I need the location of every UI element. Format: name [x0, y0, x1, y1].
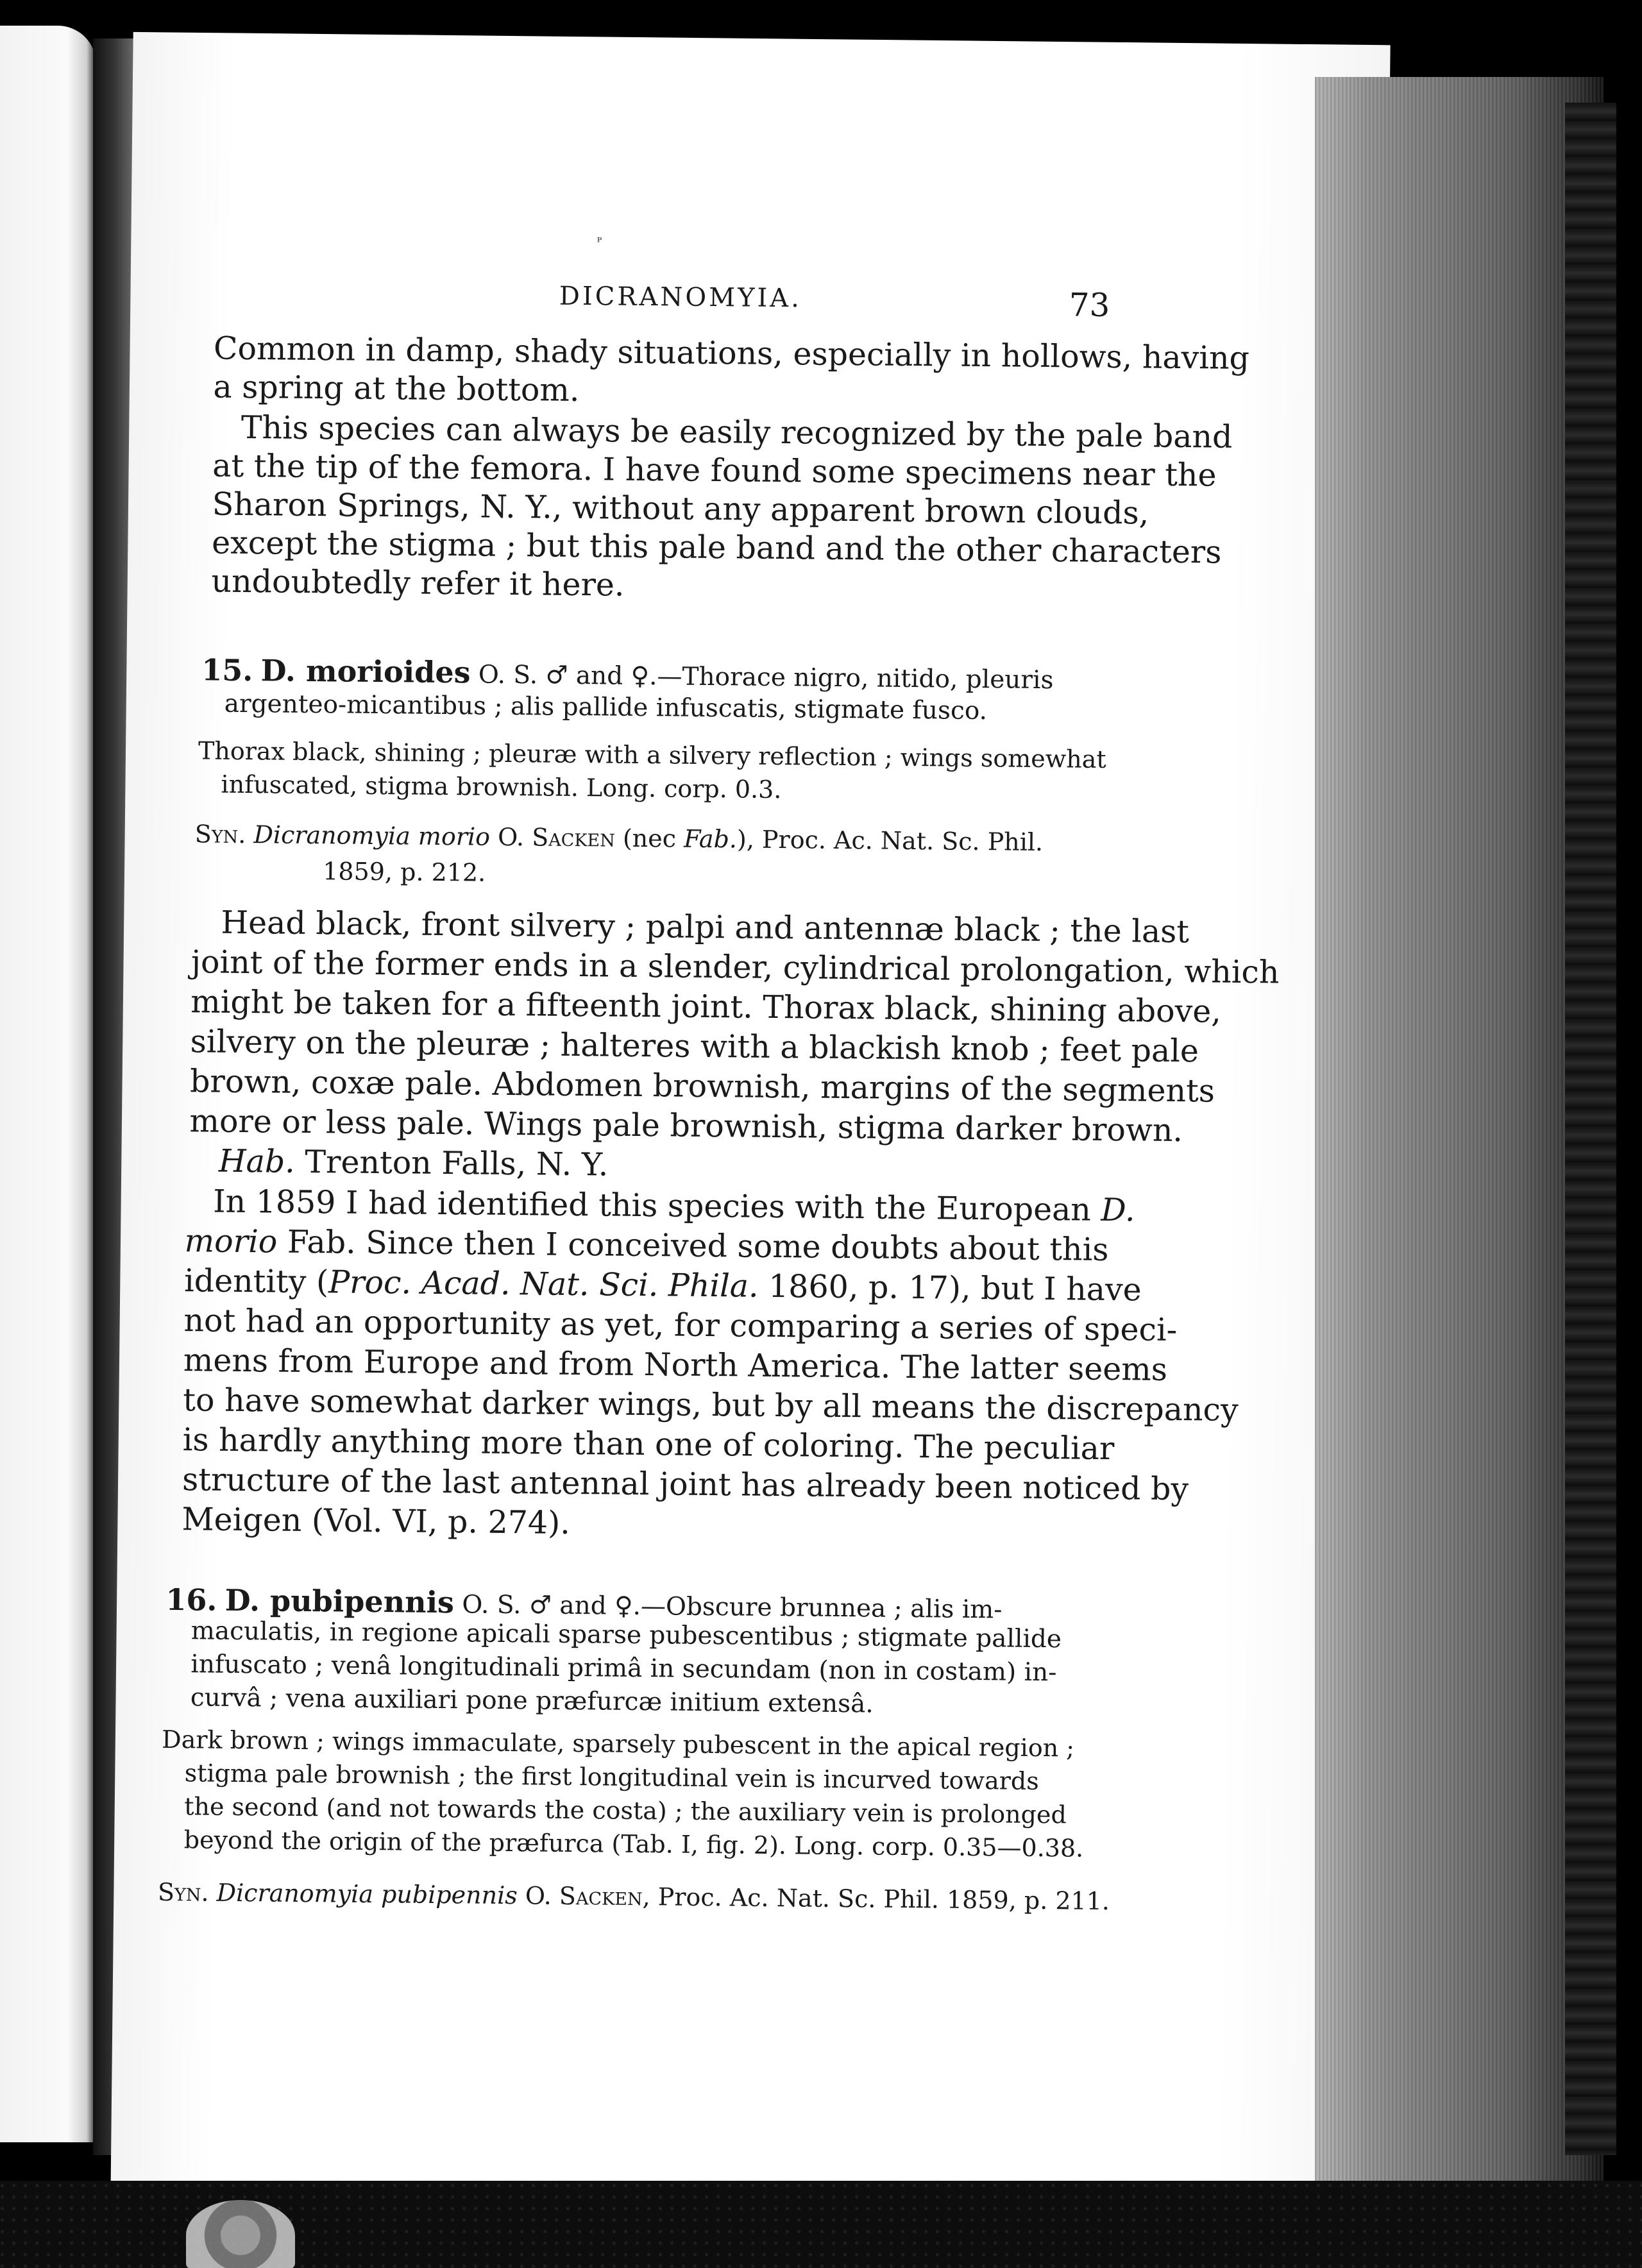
text-line: mens from Europe and from North America. The latter seems [183, 1342, 1168, 1388]
text-line: brown, coxæ pale. Abdomen brownish, margins of the segments [189, 1063, 1215, 1110]
syn-genus: Dicranomyia morio [253, 820, 491, 851]
text-line: Common in damp, shady situations, especially in hollows, having [213, 330, 1250, 377]
species-16-latin-text: Obscure brunnea ; alis im- [665, 1592, 1003, 1625]
text-line: Sharon Springs, N. Y., without any apparent brown clouds, [212, 486, 1149, 532]
species-16-latin-text: infuscato ; venâ longitudinali primâ in secundam (non in costam) in- [190, 1650, 1057, 1688]
species-15-diagnosis-latin [201, 652, 1054, 735]
text-line: except the stigma ; but this pale band and the other characters [211, 524, 1222, 571]
text-line: more or less pale. Wings pale brownish, stigma darker brown. [189, 1103, 1183, 1149]
syn-nec: (nec [622, 824, 677, 853]
text-line: might be taken for a fifteenth joint. Thorax black, shining above, [190, 983, 1222, 1030]
text-line: undoubtedly refer it here. [211, 563, 625, 604]
paragraph-recognition [211, 409, 1233, 614]
text-line-italic: D. [1101, 1191, 1135, 1229]
species-16-diagnosis-english [160, 1727, 1084, 1870]
species-16-author: O. S. [462, 1590, 521, 1620]
syn-reference: , Proc. Ac. Nat. Sc. Phil. 1859, p. 211. [642, 1883, 1110, 1916]
species-16-synonymy [157, 1877, 1110, 1922]
text-line: joint of the former ends in a slender, cylindrical prolongation, which [190, 944, 1280, 991]
text-line-italic: Proc. Acad. Nat. Sci. Phila. [328, 1264, 759, 1305]
text-line: silvery on the pleuræ ; halteres with a blackish knob ; feet pale [190, 1023, 1199, 1070]
text-line: not had an opportunity as yet, for comparing a series of speci- [183, 1302, 1178, 1349]
species-15-diagnosis-english [198, 738, 1106, 814]
page-number: 73 [1069, 286, 1110, 324]
text-line: at the tip of the femora. I have found some specimens near the [212, 447, 1217, 494]
text-line: This species can always be easily recognized by the pale band [241, 409, 1233, 455]
running-header: DICRANOMYIA. [559, 281, 802, 314]
species-15-latin-text: argenteo-micantibus ; alis pallide infuscatis, stigmate fusco. [224, 689, 988, 726]
text-line: identity ( [183, 1262, 329, 1301]
text-line: Thorax black, shining ; pleuræ with a silvery reflection ; wings somewhat [198, 736, 1106, 774]
syn-fab: Fab. [683, 824, 738, 854]
text-line: In 1859 I had identified this species with the European [213, 1183, 1092, 1228]
species-15-latin-text: Thorace nigro, nitido, pleuris [682, 662, 1054, 695]
syn-label: Syn. [157, 1877, 209, 1907]
syn-label: Syn. [194, 820, 246, 849]
text-line: structure of the last antennal joint has already been noticed by [182, 1461, 1189, 1508]
text-line: beyond the origin of the præfurca (Tab. I, fig. 2). Long. corp. 0.35—0.38. [183, 1825, 1084, 1863]
species-16-number: 16. [165, 1582, 217, 1618]
species-16-sex: ♂ and ♀.— [529, 1591, 666, 1621]
syn-genus: Dicranomyia pubipennis [216, 1878, 518, 1910]
text-line: Dark brown ; wings immaculate, sparsely pubescent in the apical region ; [162, 1725, 1075, 1763]
text-line: a spring at the bottom. [213, 368, 580, 409]
species-16-name: D. pubipennis [224, 1582, 455, 1620]
text-line: the second (and not towards the costa) ; the auxiliary vein is prolonged [184, 1792, 1067, 1829]
habitat-label: Hab. [218, 1142, 296, 1180]
text-line: Fab. Since then I conceived some doubts about this [287, 1223, 1109, 1269]
species-15-number: 15. [201, 652, 253, 688]
syn-year: 1859, p. 212. [323, 857, 486, 887]
text-line-italic: morio [184, 1223, 278, 1260]
species-15-sex: ♂ and ♀.— [545, 661, 682, 691]
species-15-remarks [182, 1185, 1240, 1553]
header-mark: ᴾ [597, 235, 602, 250]
species-15-author: O. S. [478, 660, 538, 690]
species-15-name: D. morioides [260, 653, 471, 690]
species-16-latin-text: maculatis, in regione apicali sparse pubescentibus ; stigmate pallide [190, 1616, 1062, 1654]
text-line: is hardly anything more than one of coloring. The peculiar [182, 1421, 1115, 1468]
habitat-text: Trenton Falls, N. Y. [305, 1143, 609, 1183]
paragraph-habitat-note [213, 330, 1250, 419]
syn-author: O. Sacken [497, 822, 616, 852]
species-16-latin-text: curvâ ; vena auxiliari pone præfurcæ initium extensâ. [190, 1683, 874, 1719]
species-15-description [189, 906, 1280, 1195]
text-line: 1860, p. 17), but I have [768, 1267, 1142, 1308]
syn-author: O. Sacken [525, 1881, 643, 1911]
text-line: Meigen (Vol. VI, p. 274). [182, 1501, 571, 1541]
text-line: to have somewhat darker wings, but by all means the discrepancy [183, 1382, 1239, 1428]
species-16-diagnosis-latin [165, 1582, 1062, 1727]
species-15-synonymy [194, 822, 1043, 902]
text-line: infuscated, stigma brownish. Long. corp. 0.3. [221, 770, 782, 804]
text-line: stigma pale brownish ; the first longitudinal vein is incurved towards [184, 1759, 1039, 1795]
syn-reference: ), Proc. Ac. Nat. Sc. Phil. [736, 825, 1044, 856]
text-line: Head black, front silvery ; palpi and antennæ black ; the last [221, 904, 1190, 951]
